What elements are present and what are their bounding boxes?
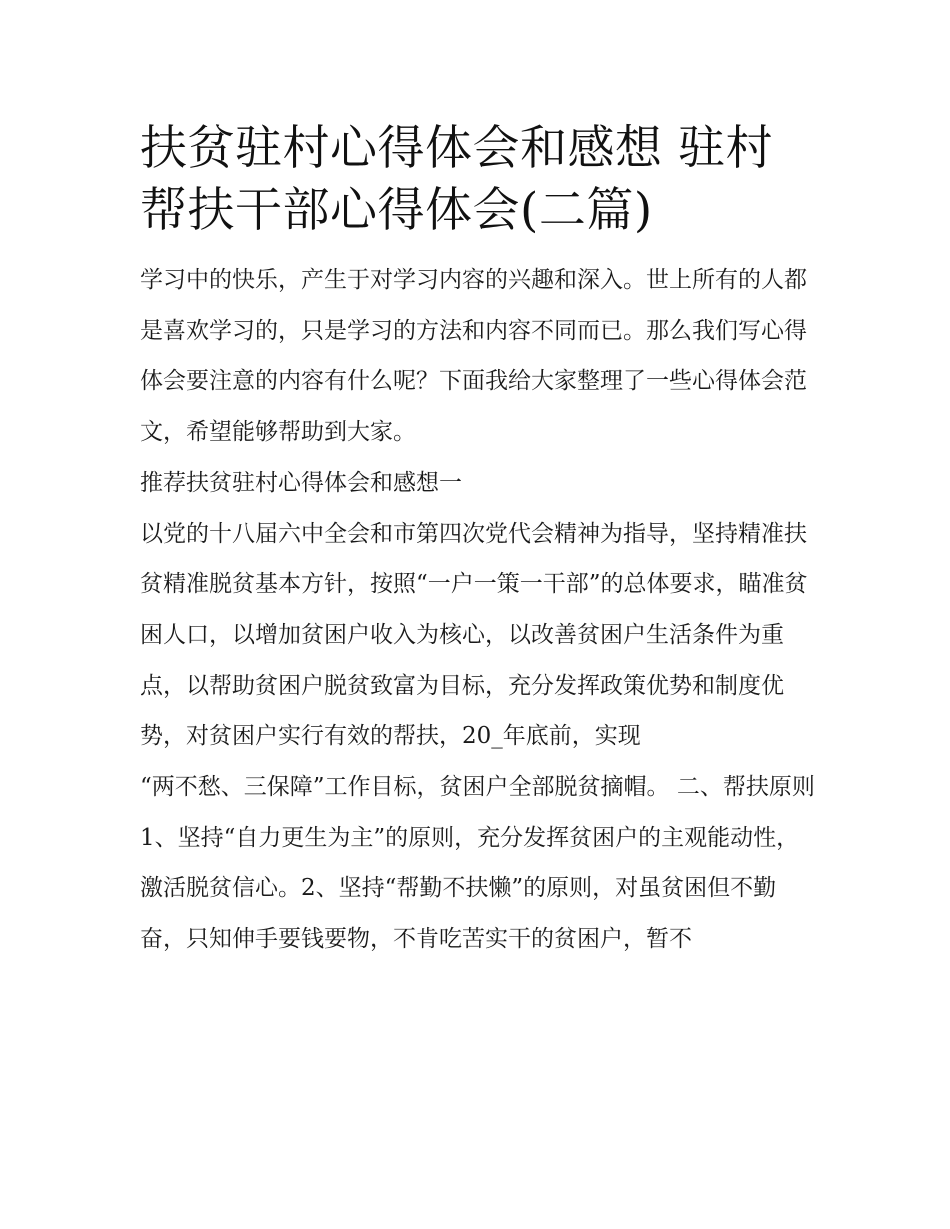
document-title: 扶贫驻村心得体会和感想 驻村帮扶干部心得体会(二篇) <box>140 121 773 238</box>
paragraph-goal: “两不愁、三保障”工作目标，贫困户全部脱贫摘帽。 二、帮扶原则 <box>140 774 815 801</box>
paragraph-intro: 学习中的快乐，产生于对学习内容的兴趣和深入。世上所有的人都是喜欢学习的，只是学习的方法和内容不同而已。那么我们写心得体会要注意的内容有什么呢？下面我给大家整理了一些心得体会范文，希望能够帮助到大家。 <box>140 267 807 446</box>
document-body <box>140 118 820 965</box>
paragraph-principles: 1、坚持“自力更生为主”的原则，充分发挥贫困户的主观能动性，激活脱贫信心。2、坚持“帮勤不扶懒”的原则，对虽贫困但不勤奋，只知伸手要钱要物，不肯吃苦实干的贫困户，暂不 <box>140 824 800 953</box>
section-heading: 推荐扶贫驻村心得体会和感想一 <box>140 469 462 496</box>
document-paragraphs <box>140 255 820 965</box>
paragraph-guiding-principle: 以党的十八届六中全会和市第四次党代会精神为指导，坚持精准扶贫精准脱贫基本方针，按照“一户一策一干部”的总体要求，瞄准贫困人口，以增加贫困户收入为核心，以改善贫困户生活条件为重点，以帮助贫困户脱贫致富为目标，充分发挥政策优势和制度优势，对贫困户实行有效的帮扶，20_年底前，实现 <box>140 520 808 750</box>
